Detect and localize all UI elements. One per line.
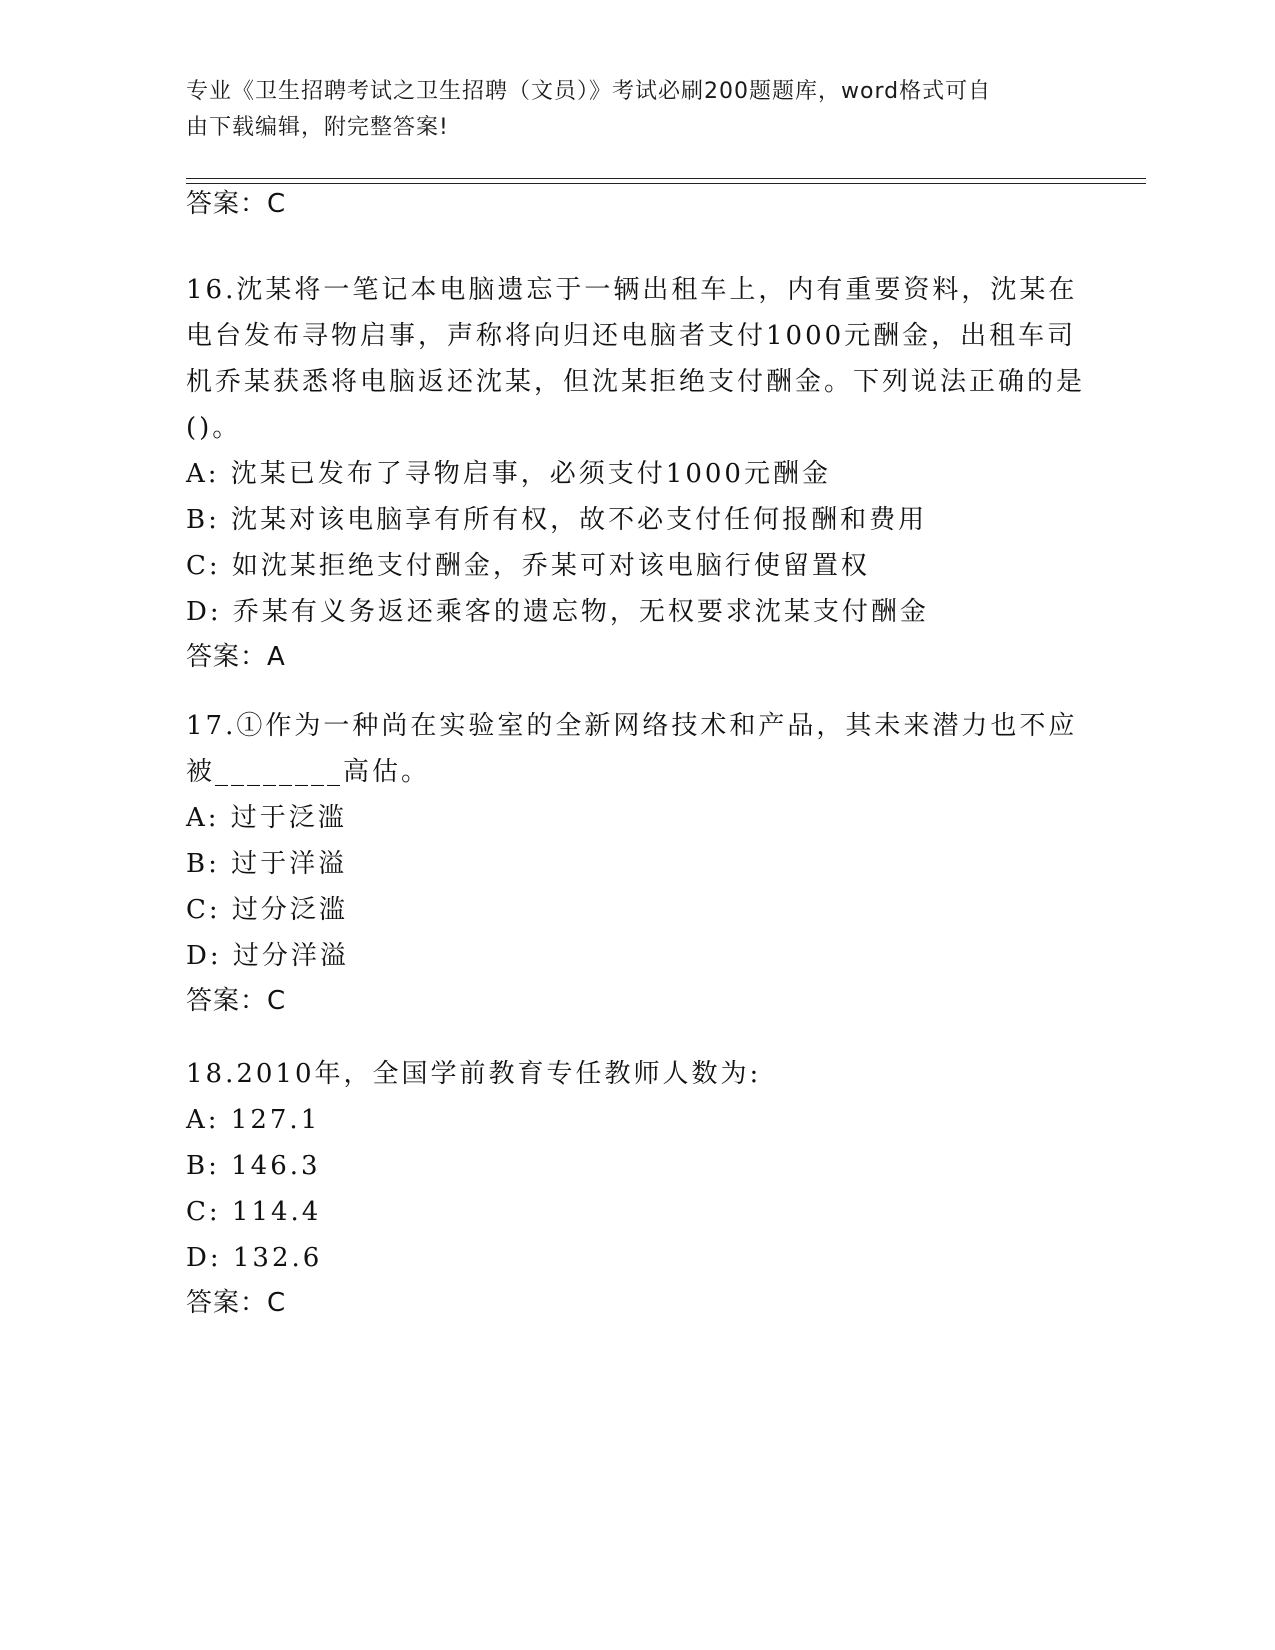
question-text: 18.2010年，全国学前教育专任教师人数为: xyxy=(186,1059,762,1089)
option-d: D: 132.6 xyxy=(186,1243,323,1273)
option-b: B: 沈某对该电脑享有所有权，故不必支付任何报酬和费用 xyxy=(186,505,928,535)
header-line-1: 专业《卫生招聘考试之卫生招聘（文员）》考试必刷200题题库，word格式可自 xyxy=(186,79,992,104)
previous-answer-block xyxy=(186,182,1086,227)
question-16 xyxy=(186,267,1086,680)
option-a: A: 过于泛滥 xyxy=(186,803,347,833)
question-text: 16.沈某将一笔记本电脑遗忘于一辆出租车上，内有重要资料，沈某在电台发布寻物启事，声称将向归还电脑者支付1000元酬金，出租车司机乔某获悉将电脑返还沈某，但沈某拒绝支付酬金。下列说法正确的是()。 xyxy=(186,275,1086,443)
question-text: 17.①作为一种尚在实验室的全新网络技术和产品，其未来潜力也不应被________高估。 xyxy=(186,711,1078,787)
question-17 xyxy=(186,703,1086,1024)
header-divider xyxy=(186,178,1146,179)
document-header xyxy=(186,74,1066,146)
answer-label: 答案：A xyxy=(186,642,286,672)
option-b: B: 过于洋溢 xyxy=(186,849,348,879)
option-c: C: 如沈某拒绝支付酬金，乔某可对该电脑行使留置权 xyxy=(186,551,870,581)
option-b: B: 146.3 xyxy=(186,1151,321,1181)
header-line-2: 由下载编辑，附完整答案! xyxy=(186,115,449,140)
option-c: C: 114.4 xyxy=(186,1197,322,1227)
option-a: A: 127.1 xyxy=(186,1105,321,1135)
question-18 xyxy=(186,1051,1086,1326)
option-c: C: 过分泛滥 xyxy=(186,895,348,925)
answer-label: 答案：C xyxy=(186,986,287,1016)
option-a: A: 沈某已发布了寻物启事，必须支付1000元酬金 xyxy=(186,459,831,489)
answer-label: 答案：C xyxy=(186,189,287,219)
option-d: D: 乔某有义务返还乘客的遗忘物，无权要求沈某支付酬金 xyxy=(186,597,929,627)
option-d: D: 过分洋溢 xyxy=(186,941,349,971)
answer-label: 答案：C xyxy=(186,1288,287,1318)
